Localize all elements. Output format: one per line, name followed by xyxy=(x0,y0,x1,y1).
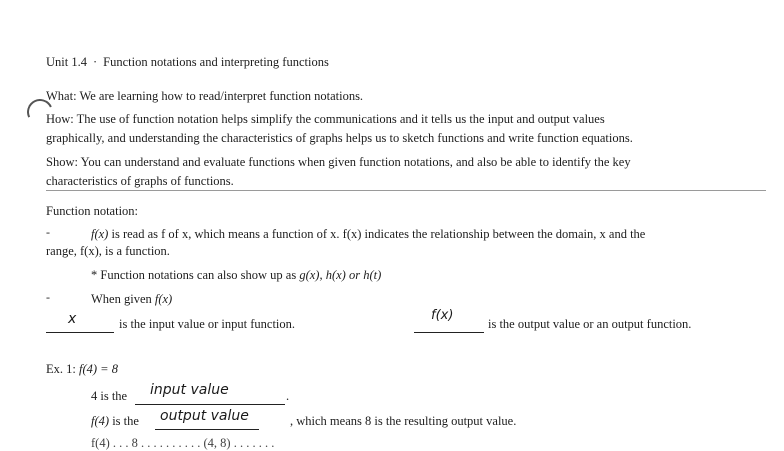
bullet-marker: - xyxy=(46,290,50,304)
fx-symbol: f(x) xyxy=(91,227,109,241)
input-answer-blank[interactable] xyxy=(46,314,114,333)
fx-definition-text: is read as f of x, which means a function of x. f(x) indicates the relationship between the domain, x and the xyxy=(108,227,646,241)
title-separator: · xyxy=(92,55,98,69)
example-label: Ex. 1: xyxy=(46,362,79,376)
example-line-2-prefix xyxy=(91,414,139,429)
example-1-heading xyxy=(46,362,118,377)
show-statement-line-1: Show: You can understand and evaluate functions when given function notations, and also be able to identify the key xyxy=(46,155,631,169)
fx-definition-continued: range, f(x), is a function. xyxy=(46,244,170,258)
input-handwritten-answer: x xyxy=(68,311,77,327)
example-line-2-is-the: is the xyxy=(109,414,139,428)
bullet-marker: - xyxy=(46,225,50,239)
when-given-fx-symbol: f(x) xyxy=(154,292,173,306)
notation-variants xyxy=(91,268,381,283)
fx-definition xyxy=(91,227,645,242)
page-title xyxy=(46,55,329,70)
notation-variants-forms: g(x), h(x) or h(t) xyxy=(299,268,382,282)
output-handwritten-answer: f(x) xyxy=(431,308,454,323)
how-statement-line-1: How: The use of function notation helps simplify the communications and it tells us the input and output values xyxy=(46,112,605,126)
example-equation: f(4) = 8 xyxy=(78,362,118,376)
section-divider xyxy=(46,190,766,191)
notation-variants-prefix: * Function notations can also show up as xyxy=(91,268,300,282)
example-line-2-suffix: , which means 8 is the resulting output value. xyxy=(290,414,517,428)
show-statement-line-2: characteristics of graphs of functions. xyxy=(46,174,234,188)
function-notation-heading: Function notation: xyxy=(46,204,139,218)
input-description: is the input value or input function. xyxy=(119,317,296,331)
how-statement-line-2: graphically, and understanding the characteristics of graphs helps us to sketch functions and write function equations. xyxy=(46,131,633,145)
when-given-fx xyxy=(91,292,172,307)
example-line-3-partial: f(4) . . . 8 . . . . . . . . . . (4, 8) . . . . . . . xyxy=(91,436,275,450)
what-statement: What: We are learning how to read/interpret function notations. xyxy=(46,89,364,103)
example-input-handwritten: input value xyxy=(150,382,229,398)
output-description: is the output value or an output function. xyxy=(488,317,692,331)
unit-number: Unit 1.4 xyxy=(46,55,87,69)
example-f4-symbol: f(4) xyxy=(91,414,110,428)
example-line-1-period: . xyxy=(286,389,290,403)
example-output-handwritten: output value xyxy=(160,408,249,424)
when-given-prefix: When given xyxy=(91,292,155,306)
unit-title: Function notations and interpreting functions xyxy=(103,55,329,69)
example-line-1-prefix: 4 is the xyxy=(91,389,128,403)
